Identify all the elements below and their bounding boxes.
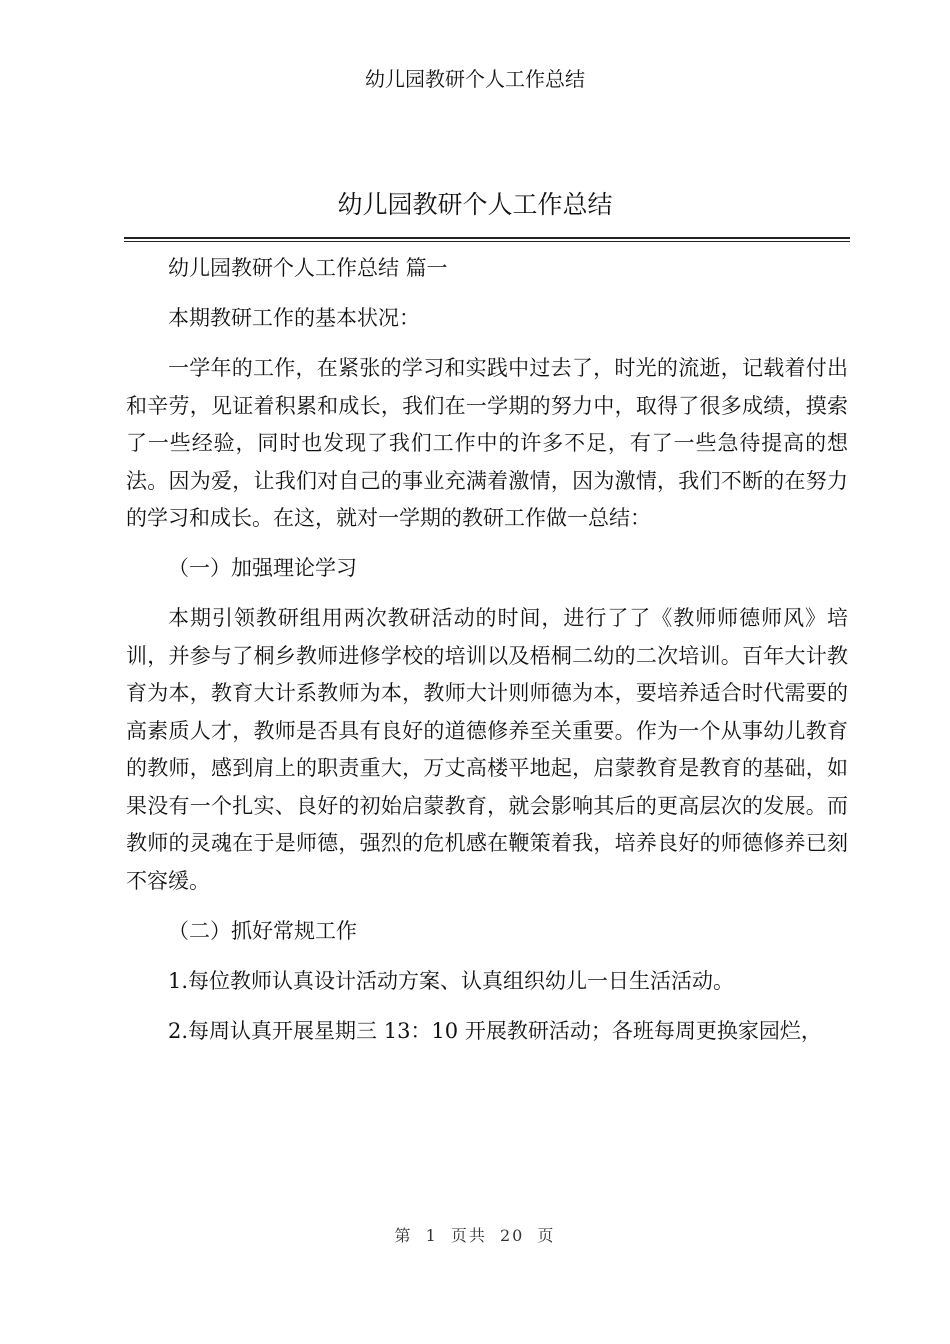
list-item: 1.每位教师认真设计活动方案、认真组织幼儿一日生活活动。 <box>168 968 735 993</box>
subheading: 本期教研工作的基本状况： <box>168 306 420 330</box>
title-divider <box>124 237 850 242</box>
subheading: （二）抓好常规工作 <box>168 918 357 943</box>
running-header: 幼儿园教研个人工作总结 <box>365 67 585 91</box>
section-heading: 幼儿园教研个人工作总结 篇一 <box>168 256 448 280</box>
document-title: 幼儿园教研个人工作总结 <box>337 190 613 219</box>
page-number: 第 1 页共 20 页 <box>394 1226 556 1245</box>
paragraph: 一学年的工作，在紧张的学习和实践中过去了，时光的流逝，记载着付出和辛劳，见证着积累和成长，我们在一学期的努力中，取得了很多成绩，摸索了一些经验，同时也发现了我们工作中的许多不足，有了一些急待提高的想法。因为爱，让我们对自己的事业充满着激情，因为激情，我们不断的在努力的学习和成长。在这，就对一学期的教研工作做一总结： <box>126 356 848 530</box>
subheading: （一）加强理论学习 <box>168 556 357 580</box>
list-item: 2.每周认真开展星期三 13：10 开展教研活动；各班每周更换家园烂， <box>168 1018 822 1043</box>
document-body <box>126 250 848 1063</box>
paragraph: 本期引领教研组用两次教研活动的时间，进行了了《教师师德师风》培训，并参与了桐乡教师进修学校的培训以及梧桐二幼的二次培训。百年大计教育为本，教育大计系教师为本，教师大计则师德为本，要培养适合时代需要的高素质人才，教师是否具有良好的道德修养至关重要。作为一个从事幼儿教育的教师，感到肩上的职责重大，万丈高楼平地起，启蒙教育是教育的基础，如果没有一个扎实、良好的初始启蒙教育，就会影响其后的更高层次的发展。而教师的灵魂在于是师德，强烈的危机感在鞭策着我，培养良好的师德修养已刻不容缓。 <box>126 606 848 893</box>
